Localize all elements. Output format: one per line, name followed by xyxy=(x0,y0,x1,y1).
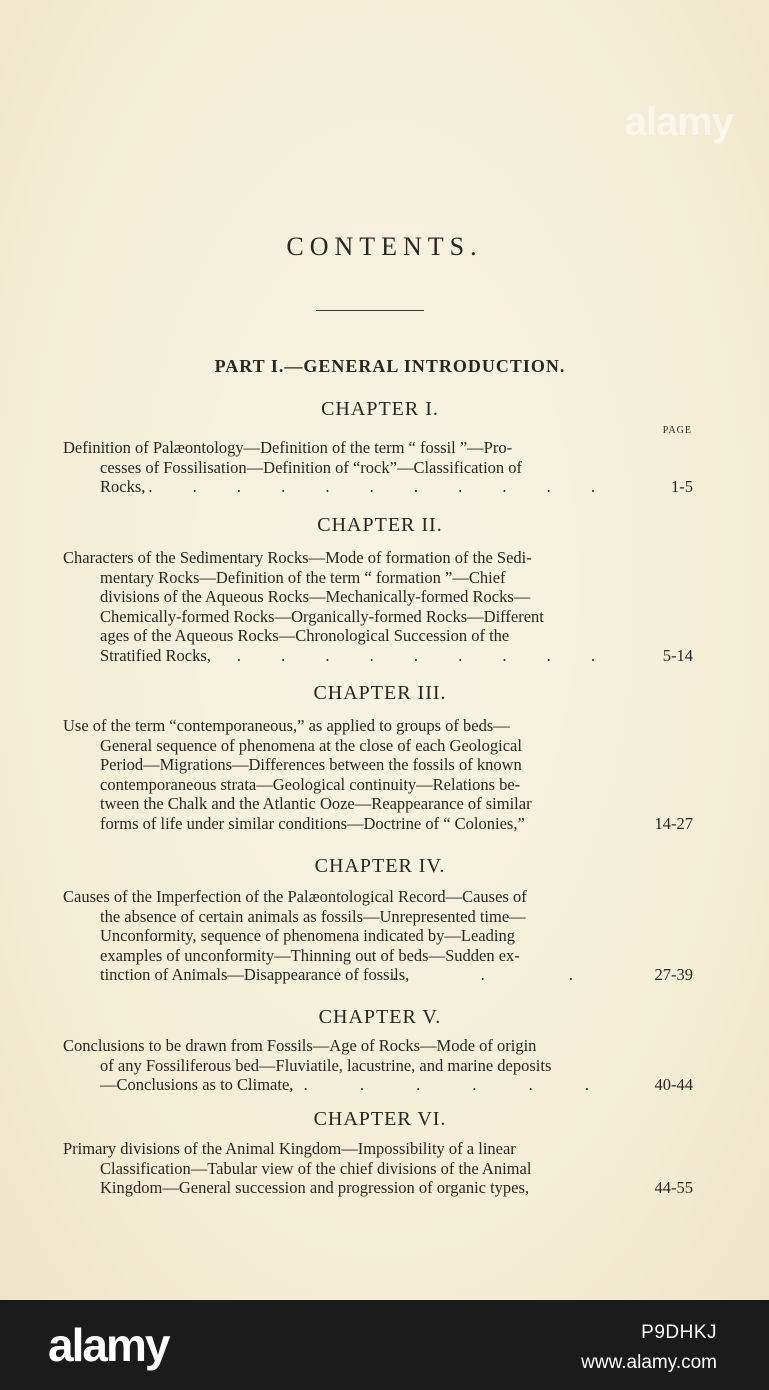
chapter-2-entry xyxy=(63,548,693,665)
part-heading: PART I.—GENERAL INTRODUCTION. xyxy=(214,356,566,376)
entry-line: Use of the term “contemporaneous,” as applied to groups of beds— xyxy=(63,716,510,735)
entry-line-text: Stratified Rocks, xyxy=(100,645,211,665)
page-range: 27-39 xyxy=(654,965,693,984)
entry-line-text: —Conclusions as to Climate, xyxy=(100,1075,294,1094)
entry-line xyxy=(63,1178,693,1198)
chapter-1-title: CHAPTER I. xyxy=(321,398,439,420)
leader-dots: . . . . . . . xyxy=(247,1075,613,1094)
entry-line-text: Rocks, xyxy=(100,477,146,496)
entry-line-text: tinction of Animals—Disappearance of fossils, xyxy=(100,965,410,984)
leader-dots: . . . . . . . . . . xyxy=(192,645,613,665)
entry-line: of any Fossiliferous bed—Fluviatile, lacustrine, and marine deposits xyxy=(100,1055,552,1075)
entry-line: General sequence of phenomena at the close of each Geological xyxy=(100,735,522,755)
contents-title: CONTENTS. xyxy=(286,232,483,261)
chapter-4-entry xyxy=(63,887,693,985)
entry-line-text: forms of life under similar conditions—Doctrine of “ Colonies,” xyxy=(100,813,525,833)
entry-line-text: Kingdom—General succession and progression of organic types, xyxy=(100,1178,530,1197)
entry-line: Period—Migrations—Differences between the fossils of known xyxy=(100,755,522,774)
entry-line: cesses of Fossilisation—Definition of “rock”—Classification of xyxy=(100,457,523,477)
entry-line: Chemically-formed Rocks—Organically-formed Rocks—Different xyxy=(100,606,544,626)
entry-line: tween the Chalk and the Atlantic Ooze—Reappearance of similar xyxy=(100,794,532,813)
entry-line: Definition of Palæontology—Definition of the term “ fossil ”—Pro- xyxy=(63,438,513,457)
alamy-logo: alamy xyxy=(48,1319,169,1371)
entry-line: Characters of the Sedimentary Rocks—Mode of formation of the Sedi- xyxy=(63,548,532,567)
chapter-6-title: CHAPTER VI. xyxy=(313,1108,447,1130)
title-divider xyxy=(316,310,424,311)
page-range: 40-44 xyxy=(654,1075,693,1094)
watermark-logo-top: alamy xyxy=(624,100,733,144)
entry-line xyxy=(63,477,693,497)
leader-dots: . . . . . . . . . . . xyxy=(148,477,613,496)
watermark-footer xyxy=(0,1300,769,1390)
entry-line xyxy=(63,1075,693,1095)
entry-line: Causes of the Imperfection of the Palæontological Record—Causes of xyxy=(63,887,527,906)
entry-line: ages of the Aqueous Rocks—Chronological Succession of the xyxy=(100,626,510,645)
chapter-2-title: CHAPTER II. xyxy=(317,514,443,536)
site-url: www.alamy.com xyxy=(581,1352,717,1373)
entry-line xyxy=(63,965,693,985)
chapter-5-entry xyxy=(63,1036,693,1095)
entry-line: Unconformity, sequence of phenomena indicated by—Leading xyxy=(100,926,515,945)
chapter-3-entry xyxy=(63,716,693,833)
image-id: P9DHKJ xyxy=(641,1322,717,1343)
page-column-label: PAGE xyxy=(662,425,692,436)
chapter-3-title: CHAPTER III. xyxy=(313,682,447,704)
chapter-4-title: CHAPTER IV. xyxy=(314,855,446,877)
leader-dots: . . . xyxy=(392,965,613,984)
entry-line: contemporaneous strata—Geological continuity—Relations be- xyxy=(100,774,521,794)
chapter-1-entry xyxy=(63,438,693,497)
page-range: 1-5 xyxy=(671,477,693,496)
entry-line: Primary divisions of the Animal Kingdom—Impossibility of a linear xyxy=(63,1139,516,1158)
entry-line: the absence of certain animals as fossils—Unrepresented time— xyxy=(100,906,526,926)
entry-line xyxy=(63,814,693,834)
entry-line: Classification—Tabular view of the chief divisions of the Animal xyxy=(100,1158,532,1178)
entry-line: divisions of the Aqueous Rocks—Mechanically-formed Rocks— xyxy=(100,587,531,606)
page-range: 14-27 xyxy=(654,813,693,833)
entry-line: Conclusions to be drawn from Fossils—Age of Rocks—Mode of origin xyxy=(63,1036,537,1055)
chapter-5-title: CHAPTER V. xyxy=(318,1006,442,1028)
entry-line xyxy=(63,646,693,666)
entry-line: examples of unconformity—Thinning out of beds—Sudden ex- xyxy=(100,945,520,965)
entry-line: mentary Rocks—Definition of the term “ formation ”—Chief xyxy=(100,567,506,587)
page-range: 44-55 xyxy=(654,1178,693,1197)
page-range: 5-14 xyxy=(662,645,693,665)
chapter-6-entry xyxy=(63,1139,693,1198)
